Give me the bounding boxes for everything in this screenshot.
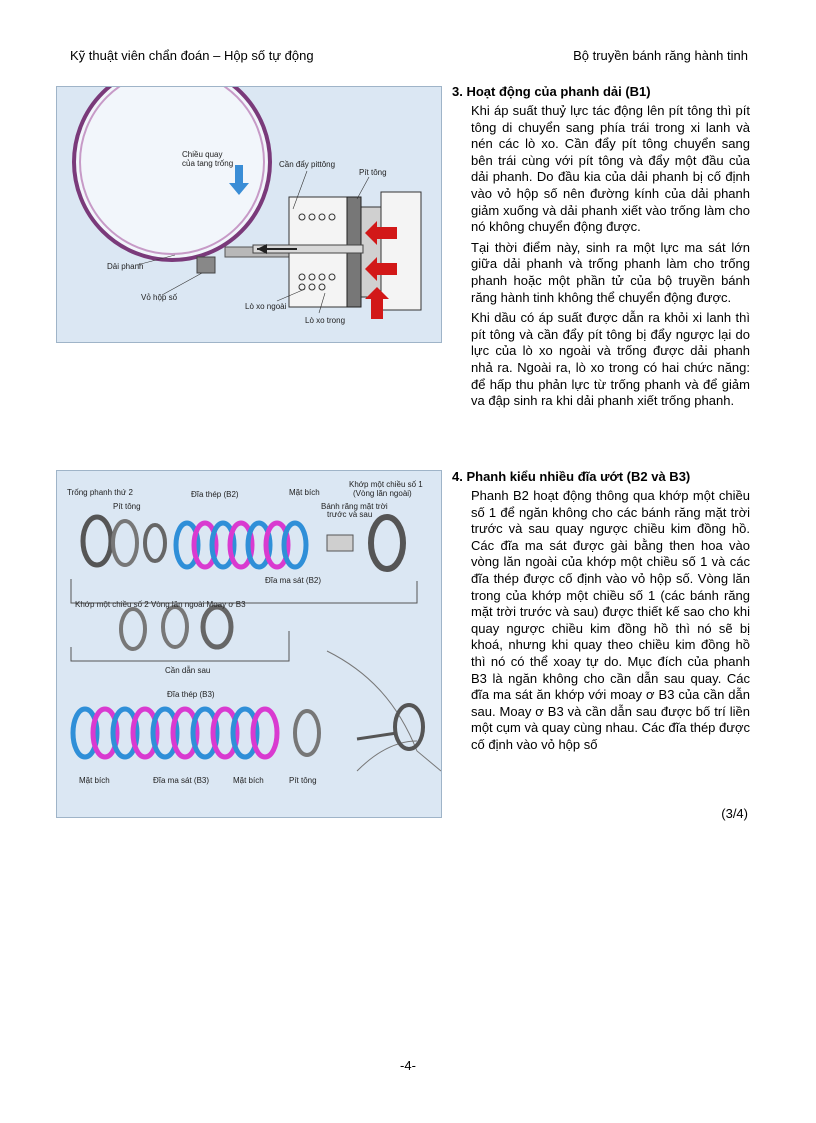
page-number: -4- <box>400 1058 416 1073</box>
section-title: 4. Phanh kiểu nhiều đĩa ướt (B2 và B3) <box>452 469 691 484</box>
drum-part <box>83 517 111 565</box>
paragraph: Phanh B2 hoạt động thông qua khớp một chiều số 1 để ngăn không cho các bánh răng mặt trời trước và sau quay ngược chiều kim đồng hồ. Các đĩa ma sát được gài bằng then hoa vào vòng lăn ngoài của khớp một chiều số 1 và các đĩa thép được cố định vào vỏ hộp số. Vòng lăn trong của khớp một chiều số 1 (các bánh răng mặt trời trước và sau) được thiết kế sao cho khi quay ngược chiều kim đồng hồ thì nó sẽ bị khoá, nhưng khi quay theo chiều kim đồng hồ thì nó có thể xoay tự do. Mục đích của phanh B3 là ngăn không cho cần dẫn sau quay. Các đĩa ma sát ăn khớp với moay ơ B3 của cần dẫn sau. Moay ơ B3 và cần dẫn sau được bố trí liền một cụm và quay cùng nhau. Các đĩa thép được cố định vào vỏ hộp số <box>471 488 750 752</box>
section-multi-plate-brake <box>452 469 750 758</box>
label-piston-rod: Cần đẩy pittông <box>279 160 336 169</box>
label-band: Dải phanh <box>107 262 144 271</box>
label-sun-gear-2: trước và sau <box>327 510 373 519</box>
piston-part <box>113 521 137 565</box>
multi-plate-brake-figure <box>56 470 442 818</box>
label-steel-b2: Đĩa thép (B2) <box>191 490 239 499</box>
part-fraction: (3/4) <box>721 806 748 821</box>
label-friction-b2: Đĩa ma sát (B2) <box>265 576 322 585</box>
label-rotation: Chiều quay <box>182 150 223 159</box>
b2-plate-stack <box>176 523 306 567</box>
label-drum: Trống phanh thứ 2 <box>67 488 133 497</box>
section-band-brake <box>452 84 750 414</box>
section-title: 3. Hoạt động của phanh dải (B1) <box>452 84 651 99</box>
band-brake-figure <box>56 86 442 343</box>
label-piston-bottom: Pít tông <box>289 776 317 785</box>
label-outer-spring: Lò xo ngoài <box>245 302 287 311</box>
label-carrier: Cần dẫn sau <box>165 666 211 675</box>
label-steel-b3: Đĩa thép (B3) <box>167 690 215 699</box>
paragraph: Khi áp suất thuỷ lực tác động lên pít tông thì pít tông di chuyển sang phía trái trong xi lanh và nén các lò xo. Cần đẩy pít tông chuyển sang bên trái cùng với pít tông và đẩy một đầu của dải phanh. Do đầu kia của dải phanh bị cố định vào vỏ hộp số nên đường kính của dải phanh giảm xuống và dải phanh xiết vào trống làm cho nó không chuyển động được. <box>471 103 750 235</box>
label-flange-left: Mặt bích <box>79 776 110 785</box>
label-inner-spring: Lò xo trong <box>305 316 346 325</box>
header-left: Kỹ thuật viên chẩn đoán – Hộp số tự động <box>70 48 314 63</box>
label-flange-right: Mặt bích <box>233 776 264 785</box>
label-case: Vỏ hộp số <box>141 293 178 302</box>
label-sun-gear: Bánh răng mặt trời <box>321 502 388 511</box>
case-anchor <box>197 257 215 273</box>
label-piston: Pít tông <box>359 168 387 177</box>
label-flange-top: Mặt bích <box>289 488 320 497</box>
header-right: Bộ truyền bánh răng hành tinh <box>573 48 748 63</box>
label-owc1: Khớp một chiều số 1 <box>349 480 423 489</box>
paragraph: Khi dầu có áp suất được dẫn ra khỏi xi lanh thì pít tông và cần đẩy pít tông bị đẩy ngược lại do lực của lò xo ngoài và trống được dải phanh nhả ra. Ngoài ra, lò xo trong có hai chức năng: để hấp thu phản lực từ trống phanh và để giảm va đập sinh ra khi dải phanh xiết trống phanh. <box>471 310 750 409</box>
label-owc1-race: (Vòng lăn ngoài) <box>353 489 412 498</box>
label-owc2: Khớp một chiều số 2 Vòng lăn ngoài Moay ơ B3 <box>75 600 246 609</box>
b3-plate-stack <box>73 709 277 757</box>
label-rotation-2: của tang trống <box>182 159 234 168</box>
label-piston-top: Pít tông <box>113 502 141 511</box>
paragraph: Tại thời điểm này, sinh ra một lực ma sát lớn giữa dải phanh và trống phanh làm cho trống phanh hoặc một phần tử của bộ truyền bánh răng hành tinh không thể chuyển động được. <box>471 239 750 305</box>
label-friction-b3: Đĩa ma sát (B3) <box>153 776 210 785</box>
